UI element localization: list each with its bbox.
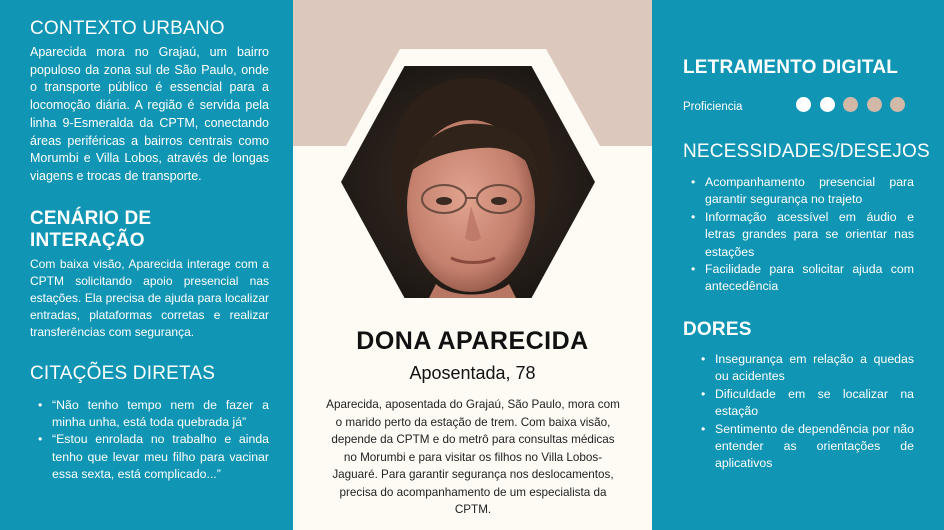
section-title-cenario: CENÁRIO DE INTERAÇÃO	[30, 207, 152, 251]
persona-name: DONA APARECIDA	[356, 327, 589, 355]
section-title-contexto: CONTEXTO URBANO	[30, 18, 225, 39]
section-title-letramento: LETRAMENTO DIGITAL	[683, 57, 899, 78]
proficiency-label: Proficiencia	[683, 100, 743, 113]
contexto-text: Aparecida mora no Grajaú, um bairro populoso da zona sul de São Paulo, onde o transporte público é essencial para a locomoção diária. A região é servida pela linha 9-Esmeralda da CPTM, conectando áreas periféricas a bairros centrais como Morumbi e Villa Lobos, através de longas viagens e trocas de transporte.	[30, 44, 269, 184]
right-column	[652, 0, 944, 530]
rating-dot-empty	[890, 97, 905, 112]
list-item: • Insegurança em relação a quedas ou acidentes	[701, 351, 914, 386]
list-item: • Acompanhamento presencial para garantir segurança no trajeto	[691, 174, 914, 209]
proficiency-rating	[683, 97, 914, 117]
list-item: • Sentimento de dependência por não entender as orientações de aplicativos	[701, 421, 914, 473]
proficiency-dots	[796, 97, 914, 117]
section-title-citacoes: CITAÇÕES DIRETAS	[30, 362, 216, 384]
rating-dot-filled	[796, 97, 811, 112]
list-item: • Informação acessível em áudio e letras grandes para se orientar nas estações	[691, 209, 914, 261]
persona-role: Aposentada, 78	[409, 363, 536, 383]
list-item: • Facilidade para solicitar ajuda com antecedência	[691, 261, 914, 296]
section-title-dores: DORES	[683, 318, 752, 340]
citacoes-list	[30, 397, 269, 484]
left-column	[0, 0, 293, 530]
section-title-necessidades: NECESSIDADES/DESEJOS	[683, 140, 930, 162]
cenario-text: Com baixa visão, Aparecida interage com a CPTM solicitando apoio presencial nas estações. Ela precisa de ajuda para localizar entradas, plataformas corretas e realizar transferências com segurança.	[30, 256, 269, 339]
persona-bio: Aparecida, aposentada do Grajaú, São Paulo, mora com o marido perto da estação de trem. Com baixa visão, depende da CPTM e do metrô para consultas médicas no Morumbi e para visitar os filhos no Villa Lobos-Jaguaré. Para garantir segurança nos deslocamentos, precisa do acompanhamento de um especialista da CPTM.	[326, 398, 620, 517]
rating-dot-filled	[820, 97, 835, 112]
necessidades-list	[683, 174, 914, 296]
list-item: • Dificuldade em se localizar na estação	[701, 386, 914, 421]
dores-list	[683, 351, 914, 473]
rating-dot-empty	[843, 97, 858, 112]
rating-dot-empty	[867, 97, 882, 112]
list-item: • “Estou enrolada no trabalho e ainda tenho que levar meu filho para vacinar essa sexta, está complicado...”	[38, 431, 269, 483]
list-item: • “Não tenho tempo nem de fazer a minha unha, está toda quebrada já”	[38, 397, 269, 432]
